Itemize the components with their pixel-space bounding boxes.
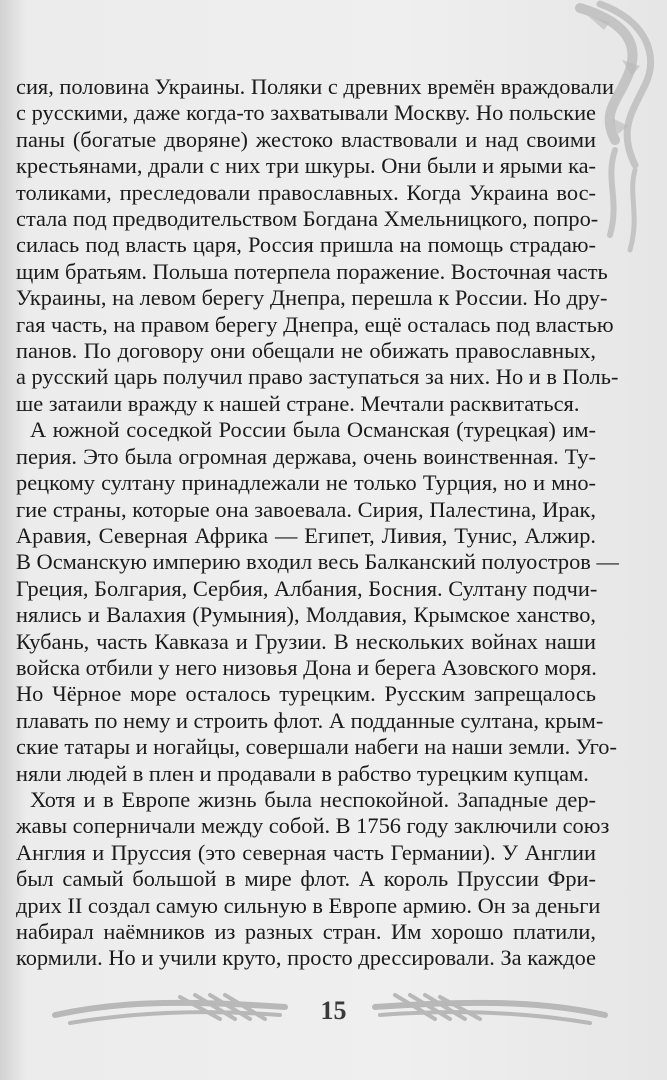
text-line: войска отбили у него низовья Дона и берега Азовского моря.	[16, 654, 597, 680]
text-line: Англия и Пруссия (это северная часть Германии). У Англии	[16, 839, 596, 865]
text-line: кормили. Но и учили круто, просто дрессировали. За каждое	[16, 945, 596, 971]
text-line: силась под власть царя, Россия пришла на помощь страдаю-	[16, 232, 596, 258]
page-number: 15	[320, 996, 347, 1025]
text-line: ские татары и ногайцы, совершали набеги на наши земли. Уго-	[16, 734, 617, 760]
ribbon-ornament-bottom-right	[370, 985, 610, 1035]
text-line: А южной соседкой России была Османская (турецкая) им-	[30, 417, 596, 443]
text-line: с русскими, даже когда-то захватывали Москву. Но польские	[16, 100, 596, 126]
text-line: гая часть, на правом берегу Днепра, ещё осталась под властью	[16, 311, 614, 337]
text-line: перия. Это была огромная держава, очень воинственная. Ту-	[16, 443, 596, 469]
text-line: ше затаили вражду к нашей стране. Мечтали расквитаться.	[16, 390, 580, 416]
text-line: В Османскую империю входил весь Балканский полуостров —	[16, 549, 619, 575]
text-line: нялись и Валахия (Румыния), Молдавия, Крымское ханство,	[16, 602, 596, 628]
text-line: набирал наёмников из разных стран. Им хорошо платили,	[16, 919, 596, 944]
text-line: дрих II создал самую сильную в Европе армию. Он за деньги	[16, 892, 601, 918]
text-line: толиками, преследовали православных. Когда Украина вос-	[16, 179, 596, 205]
text-line: гие страны, которые она завоевала. Сирия, Палестина, Ирак,	[16, 496, 596, 522]
text-line: крестьянами, драли с них три шкуры. Они были и ярыми ка-	[16, 153, 596, 179]
text-line: Греция, Болгария, Сербия, Албания, Босния. Султану подчи-	[16, 575, 598, 601]
text-line: панов. По договору они обещали не обижать православных,	[16, 338, 596, 364]
text-line: был самый большой в мире флот. А король Пруссии Фри-	[16, 866, 596, 892]
text-line: Кубань, часть Кавказа и Грузии. В нескольких войнах наши	[16, 628, 596, 654]
text-line: а русский царь получил право заступаться за них. Но и в Поль-	[16, 364, 619, 390]
text-line: стала под предводительством Богдана Хмельницкого, попро-	[16, 206, 599, 232]
text-line: паны (богатые дворяне) жестоко властвовали и над своими	[16, 126, 596, 152]
text-line: Но Чёрное море осталось турецким. Русским запрещалось	[16, 681, 596, 707]
text-line: Украины, на левом берегу Днепра, перешла к России. Но дру-	[16, 285, 608, 311]
text-line: жавы соперничали между собой. В 1756 году заключили союз	[16, 813, 610, 839]
text-line: щим братьям. Польша потерпела поражение. Восточная часть	[16, 258, 608, 284]
body-text	[16, 74, 619, 972]
text-line: сия, половина Украины. Поляки с древних времён враждовали	[16, 74, 614, 99]
text-line: плавать по нему и строить флот. А подданные султана, крым-	[16, 707, 604, 733]
text-line: Хотя и в Европе жизнь была неспокойной. Западные дер-	[30, 786, 596, 812]
text-line: няли людей в плен и продавали в рабство турецким купцам.	[16, 760, 589, 786]
text-line: рецкому султану принадлежали не только Турция, но и мно-	[16, 470, 596, 496]
text-line: Аравия, Северная Африка — Египет, Ливия, Тунис, Алжир.	[16, 522, 596, 548]
